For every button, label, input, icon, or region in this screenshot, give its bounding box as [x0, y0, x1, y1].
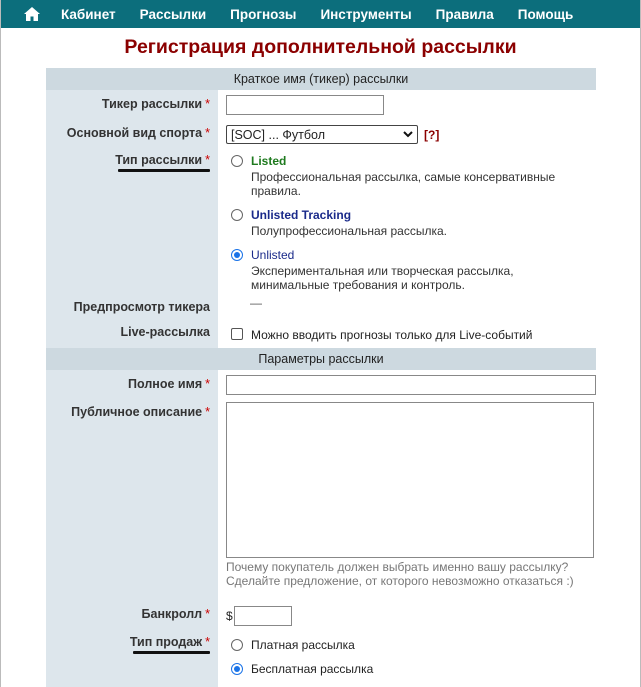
bankroll-cell: [218, 598, 596, 628]
type-option-unlisted-tracking[interactable]: [231, 208, 596, 238]
sale-option-free-label: Бесплатная рассылка: [251, 662, 374, 676]
type-desc-unlisted-tracking: Полупрофессиональная рассылка.: [251, 224, 447, 238]
sport-help-link[interactable]: [?]: [424, 127, 440, 142]
live-label: Live-рассылка: [46, 320, 218, 348]
description-label: Публичное описание *: [46, 398, 218, 598]
sale-type-label: Тип продаж *: [46, 628, 218, 687]
nav-item-tools[interactable]: Инструменты: [320, 6, 412, 22]
ticker-input[interactable]: [226, 95, 384, 115]
sport-select-value: [SOC] ... Футбол: [231, 127, 326, 142]
fullname-cell: [218, 370, 596, 398]
chevron-down-icon: [403, 131, 413, 138]
sale-option-free[interactable]: [231, 662, 596, 676]
ticker-label: Тикер рассылки *: [46, 90, 218, 118]
sale-option-paid[interactable]: [231, 638, 596, 652]
home-icon[interactable]: [21, 0, 43, 28]
section-ticker-header: Краткое имя (тикер) рассылки: [46, 68, 596, 90]
fullname-label: Полное имя *: [46, 370, 218, 398]
type-option-unlisted[interactable]: [231, 248, 596, 292]
ticker-preview-value: —: [250, 296, 262, 310]
row-sale-type: [46, 628, 596, 687]
type-options: [218, 146, 596, 294]
type-desc-listed: Профессиональная рассылка, самые консервативные правила.: [251, 170, 556, 198]
description-note: Почему покупатель должен выбрать именно вашу рассылку? Сделайте предложение, от которого невозможно отказаться :): [226, 560, 574, 588]
description-textarea[interactable]: [226, 402, 594, 558]
sport-select[interactable]: [226, 125, 418, 144]
row-mailing-type: [46, 146, 596, 294]
sale-option-paid-label: Платная рассылка: [251, 638, 355, 652]
type-title-unlisted-tracking: Unlisted Tracking: [251, 208, 352, 222]
type-label: Тип рассылки *: [46, 146, 218, 294]
section-params-header: Параметры рассылки: [46, 348, 596, 370]
sport-cell: [218, 118, 596, 146]
bankroll-input[interactable]: [234, 606, 292, 626]
row-fullname: [46, 370, 596, 398]
row-bankroll: [46, 598, 596, 628]
live-cell: [218, 320, 596, 348]
sale-type-options: [218, 628, 596, 687]
currency-symbol: $: [226, 609, 233, 623]
radio-unlisted[interactable]: [231, 249, 243, 261]
sale-label-underline: [133, 651, 210, 654]
live-checkbox-label[interactable]: Можно вводить прогнозы только для Live-событий: [251, 328, 533, 342]
nav-item-rules[interactable]: Правила: [435, 6, 494, 22]
nav-item-forecasts[interactable]: Прогнозы: [230, 6, 297, 22]
row-description: [46, 398, 596, 598]
row-preview: [46, 294, 596, 320]
type-title-listed: Listed: [251, 154, 287, 168]
registration-form: [46, 68, 596, 687]
type-option-listed[interactable]: [231, 154, 596, 198]
row-ticker: [46, 90, 596, 118]
row-live: [46, 320, 596, 348]
radio-paid[interactable]: [231, 639, 243, 651]
type-title-unlisted: Unlisted: [251, 248, 295, 262]
nav-item-mailings[interactable]: Рассылки: [139, 6, 207, 22]
row-sport: [46, 118, 596, 146]
radio-free[interactable]: [231, 663, 243, 675]
sport-label: Основной вид спорта *: [46, 118, 218, 146]
fullname-input[interactable]: [226, 375, 596, 395]
live-checkbox[interactable]: [231, 328, 243, 340]
description-cell: [218, 398, 596, 598]
preview-label: Предпросмотр тикера: [46, 294, 218, 320]
page-title: Регистрация дополнительной рассылки: [124, 36, 517, 58]
nav-item-help[interactable]: Помощь: [517, 6, 574, 22]
nav-item-cabinet[interactable]: Кабинет: [61, 6, 116, 22]
top-nav: [1, 0, 640, 28]
radio-listed[interactable]: [231, 155, 243, 167]
type-label-underline: [118, 169, 210, 172]
type-desc-unlisted: Экспериментальная или творческая рассылка, минимальные требования и контроль.: [251, 264, 514, 292]
ticker-cell: [218, 90, 596, 118]
radio-unlisted-tracking[interactable]: [231, 209, 243, 221]
bankroll-label: Банкролл *: [46, 598, 218, 628]
